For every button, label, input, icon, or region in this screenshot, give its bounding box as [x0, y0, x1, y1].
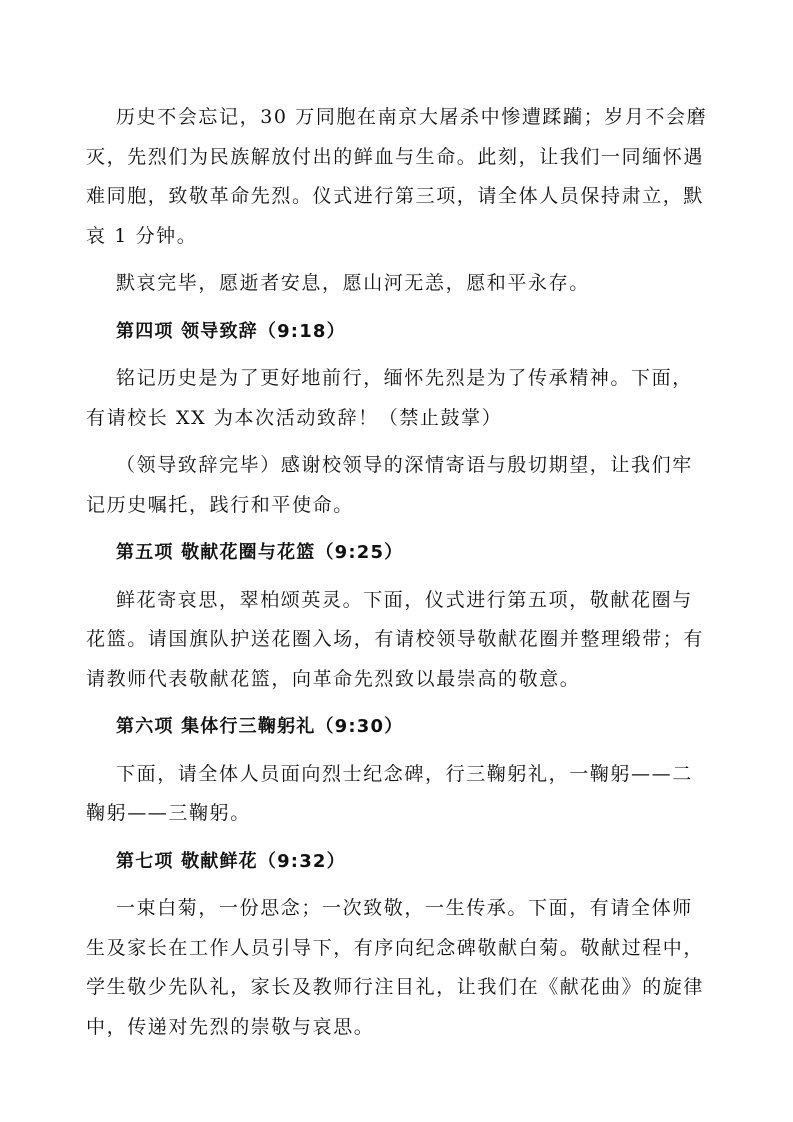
paragraph-line: 默哀完毕，愿逝者安息，愿山河无恙，愿和平永存。 — [116, 272, 590, 294]
paragraph-speech-end — [86, 446, 726, 525]
paragraph-line: 哀 1 分钟。 — [86, 224, 198, 247]
paragraph-line: 鞠躬——三鞠躬。 — [86, 802, 251, 824]
paragraph-wreath — [86, 581, 726, 700]
paragraph-flowers — [86, 889, 726, 1047]
paragraph-silence-end — [86, 264, 726, 304]
paragraph-line: 记历史嘱托，践行和平使命。 — [86, 493, 354, 516]
paragraph-line: 请教师代表敬献花篮，向革命先烈致以最崇高的敬意。 — [86, 667, 581, 690]
section-heading-5: 第五项 敬献花圈与花篮（9:25） — [116, 542, 404, 563]
paragraph-line: 铭记历史是为了更好地前行，缅怀先烈是为了传承精神。下面， — [116, 367, 693, 389]
paragraph-line: 中，传递对先烈的崇敬与哀思。 — [86, 1015, 375, 1038]
paragraph-remembrance — [86, 98, 726, 256]
paragraph-line: 难同胞，致敬革命先烈。仪式进行第三项，请全体人员保持肃立，默 — [86, 185, 705, 207]
paragraph-line: 生及家长在工作人员引导下，有序向纪念碑敬献白菊。敬献过程中， — [86, 936, 705, 959]
document-body — [86, 98, 726, 1055]
paragraph-line: 花篮。请国旗队护送花圈入场，有请校领导敬献花圈并整理缎带；有 — [86, 628, 705, 650]
section-heading-4: 第四项 领导致辞（9:18） — [116, 320, 346, 342]
paragraph-bow — [86, 755, 726, 834]
section-heading-7: 第七项 敬献鲜花（9:32） — [116, 850, 346, 872]
paragraph-line: 一束白菊，一份思念；一次致敬，一生传承。下面，有请全体师 — [116, 897, 693, 919]
paragraph-line: 灭，先烈们为民族解放付出的鲜血与生命。此刻，让我们一同缅怀遇 — [86, 145, 705, 168]
paragraph-line: 有请校长 XX 为本次活动致辞！（禁止鼓掌） — [86, 406, 503, 429]
paragraph-line: 下面，请全体人员面向烈士纪念碑，行三鞠躬礼，一鞠躬——二 — [116, 762, 693, 785]
paragraph-line: 历史不会忘记，30 万同胞在南京大屠杀中惨遭蹂躏；岁月不会磨 — [116, 106, 708, 128]
paragraph-line: 鲜花寄哀思，翠柏颂英灵。下面，仪式进行第五项，敬献花圈与 — [116, 588, 693, 611]
paragraph-line: 学生敬少先队礼，家长及教师行注目礼，让我们在《献花曲》的旋律 — [86, 976, 705, 998]
section-heading-6: 第六项 集体行三鞠躬礼（9:30） — [116, 716, 404, 737]
paragraph-speech-intro — [86, 359, 726, 438]
paragraph-line: （领导致辞完毕）感谢校领导的深情寄语与殷切期望，让我们牢 — [116, 454, 693, 476]
